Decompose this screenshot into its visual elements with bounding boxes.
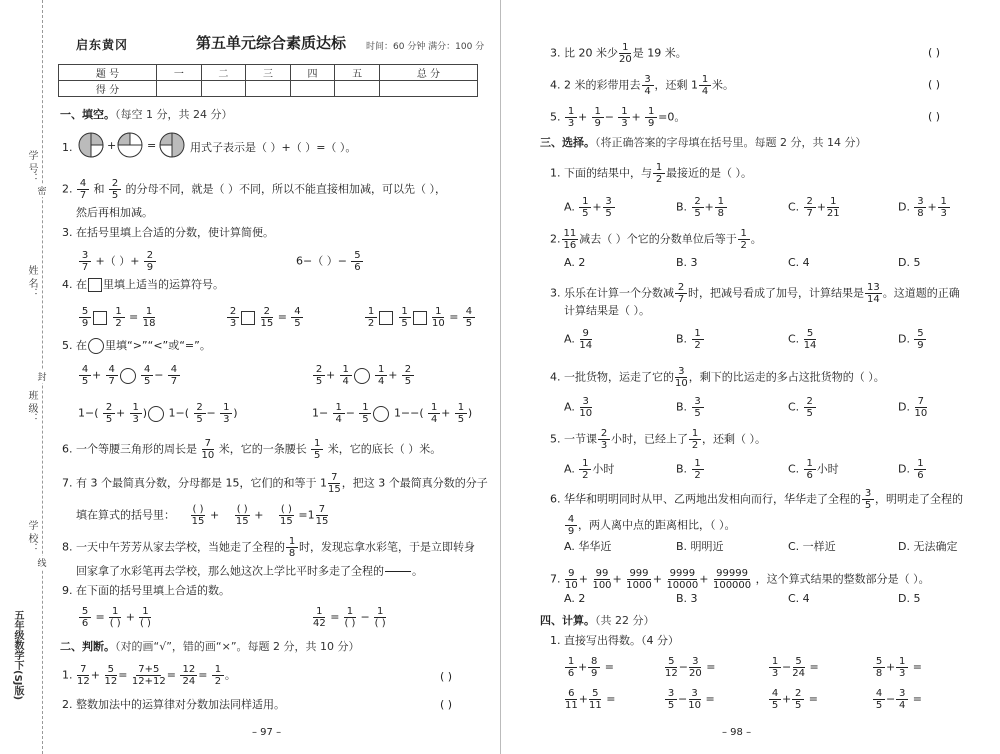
choice-7-D[interactable]: D. 5 [898,592,921,605]
q5-expr-1: $\frac{4}{5}$ + $\frac{4}{7}$ $\frac{4}{5}$ − $\frac{4}{7}$ [78,364,181,387]
fraction-circle-2 [117,132,143,158]
choice-2: 2. $\frac{11}{16}$ 减去（ ）个它的分数单位后等于 $\frac{1}{2}$ 。 [550,228,762,251]
choice-5-D[interactable]: D. $\frac{1}{6}$ [898,458,927,481]
choice-5: 5. 一节课 $\frac{2}{3}$ 小时，已经上了 $\frac{1}{2}$ ，还剩（ ）。 [550,428,766,451]
choice-1-C[interactable]: C. $\frac{2}{7}$ + $\frac{1}{21}$ [788,196,840,219]
compare-circle[interactable] [373,406,389,422]
choice-1-B[interactable]: B. $\frac{2}{5}$ + $\frac{1}{8}$ [676,196,728,219]
fraction-circle-3 [159,132,185,158]
th: 总 分 [379,65,477,81]
choice-5-A[interactable]: A. $\frac{1}{2}$ 小时 [564,458,615,481]
q3-expr-1: $\frac{3}{7}$ +（ ）+ $\frac{2}{9}$ [78,250,157,273]
judge-5: 5. $\frac{1}{3}$ + $\frac{1}{9}$ − $\frac{1}{3}$ + $\frac{1}{9}$ =0。 [550,106,686,129]
page-97: 学 号： 姓 名： 班 级： 学 校： 密 封 线 五年级数学下(SJ版) 启东黄冈 第五单元综合素质达标 时间：60 分钟 满分：100 分 题 号 一 二 三 四 五 总 分 得 分 一、填空。（每空 1 分，共 24 分） 1. + = 用式子表示是（ ）+（ ）=（ ）。 2. $\frac{4}{7}$ 和 $\frac{2}{5}$ 的分母不同，就是（ ）不同，所以不能直接相加减，可以先（ ）， 然后再相加减。 3. 在括号里填上合适的分数，使计算简便。 $\frac{3}{7}$ +（ ）+ $\frac{2}{9}$ 6−（ ）− $\frac{5}{6}$ 4. 在 里填上适当的运算符号。 $\frac{5}{9}$ $\frac{1}{2}$ = $\frac{1}{18}$ $\frac{2}{3}$ $\frac{2}{15}$ = $\frac{4}{5}$ $\frac{1}{2}$ $\frac{1}{5}$ $\frac{1}{10}$ = $\frac{4}{5}$ 5. 在 里填“>”“<”或“=”。 $\frac{4}{5}$ + $\frac{4}{7}$ $\frac{4}{5}$ − $\frac{4}{7}$ $\frac{2}{5}$ + $\frac{1}{4}$ $\frac{1}{4}$ + $\frac{2}{5}$ 1−( $\frac{2}{5}$ + $\frac{1}{3}$ ) 1−( $\frac{2}{5}$ − $\frac{1}{3}$ ) 1− $\frac{1}{4}$ − $\frac{1}{5}$ 1−−( $\frac{1}{4}$ + $\frac{1}{5}$ ) 6. 一个等腰三角形的周长是 $\frac{7}{10}$ 米，它的一条腰长 $\frac{1}{5}$ 米，它的底长（ ）米。 7. 有 3 个最简真分数，分母都是 15，它们的和等于 1 $\frac{7}{15}$ ，把这 3 个最简真分数的分子 填在算式的括号里： ( ) 15 + ( ) 15 + ( ) 15 =1 $\frac{7}{15}$ 8. 一天中午芳芳从家去学校，当她走了全程的 $\frac{1}{8}$ 时，发现忘拿水彩笔，于是立即转身 回家拿了水彩笔再去学校，那么她这次上学比平时多走了全程的 。 9. 在下面的括号里填上合适的数。 $\frac{5}{6}$ = 1 ( ) + 1 ( ) $\frac{1}{42}$ = 1 ( ) − 1 ( ) 二、判断。（对的画“√”，错的画“×”。每题 2 分，共 10 分） 1. $\frac{7}{12}$ + $\frac{5}{12}$ = $\frac{7+5}{12+12}$ = $\frac{12}{24}$ = $\frac{1}{2}$ 。 ( ) 2. 整数加法中的运算律对分数加法同样适用。 ( ) – 97 – [0,0,501,754]
answer-paren[interactable]: ( ) [928,78,941,91]
judge-1: 1. $\frac{7}{12}$ + $\frac{5}{12}$ = $\frac{7+5}{12+12}$ = $\frac{12}{24}$ = $\frac{1}{2}$ 。 [62,664,236,687]
q4-expr-2: $\frac{2}{3}$ $\frac{2}{15}$ = $\frac{4}{5}$ [226,306,304,329]
calc-item[interactable]: $\frac{5}{8}$ + $\frac{1}{3}$ = [872,656,922,679]
th: 四 [290,65,335,81]
section-1-heading: 一、填空。（每空 1 分，共 24 分） [60,108,233,121]
calc-item[interactable]: $\frac{4}{5}$ − $\frac{3}{4}$ = [872,688,922,711]
score-header-row [59,65,478,81]
q8: 8. 一天中午芳芳从家去学校，当她走了全程的 $\frac{1}{8}$ 时，发现忘拿水彩笔，于是立即转身 [62,536,475,559]
choice-7-B[interactable]: B. 3 [676,592,698,605]
choice-6-B[interactable]: B. 明明近 [676,540,724,553]
q9-expr-1: $\frac{5}{6}$ = 1 ( ) + 1 ( ) [78,606,152,629]
q6: 6. 一个等腰三角形的周长是 $\frac{7}{10}$ 米，它的一条腰长 $\frac{1}{5}$ 米，它的底长（ ）米。 [62,438,442,461]
operator-box[interactable] [241,311,255,325]
choice-5-B[interactable]: B. $\frac{1}{2}$ [676,458,705,481]
page-number: – 98 – [722,727,752,738]
choice-7-A[interactable]: A. 2 [564,592,586,605]
q3-expr-2: 6−（ ）− $\frac{5}{6}$ [296,250,364,273]
section-4-heading: 四、计算。（共 22 分） [540,614,655,627]
calc-item[interactable]: $\frac{5}{12}$ − $\frac{3}{20}$ = [665,656,716,679]
judge-4: 4. 2 米的彩带用去 $\frac{3}{4}$ ，还剩 1 $\frac{1}{4}$ 米。 [550,74,734,97]
score-row-label: 得 分 [59,81,157,97]
choice-4-C[interactable]: C. $\frac{2}{5}$ [788,396,817,419]
calc-1-text: 1. 直接写出得数。（4 分） [550,634,679,647]
q5-expr-4: 1− $\frac{1}{4}$ − $\frac{1}{5}$ 1−−( $\frac{1}{4}$ + $\frac{1}{5}$ ) [312,402,473,425]
choice-6-C[interactable]: C. 一样近 [788,540,836,553]
choice-6-line2: $\frac{4}{9}$ ，两人离中点的距离相比，（ ）。 [564,514,736,537]
q8-line2: 回家拿了水彩笔再去学校，那么她这次上学比平时多走了全程的 。 [76,562,423,581]
answer-paren[interactable]: ( ) [440,698,453,711]
choice-2-B[interactable]: B. 3 [676,256,698,269]
operator-box[interactable] [379,311,393,325]
section-3-heading: 三、选择。（将正确答案的字母填在括号里。每题 2 分，共 14 分） [540,136,867,149]
q1-text: 用式子表示是（ ）+（ ）=（ ）。 [190,141,357,154]
operator-box[interactable] [93,311,107,325]
th: 五 [335,65,380,81]
choice-2-D[interactable]: D. 5 [898,256,921,269]
score-cell[interactable] [246,81,291,97]
choice-4-B[interactable]: B. $\frac{3}{5}$ [676,396,705,419]
name-label: 姓 名： [26,265,37,299]
choice-5-C[interactable]: C. $\frac{1}{6}$ 小时 [788,458,839,481]
q2-line2: 然后再相加减。 [76,206,153,219]
q4-expr-1: $\frac{5}{9}$ $\frac{1}{2}$ = $\frac{1}{18}$ [78,306,156,329]
score-cell[interactable] [201,81,246,97]
choice-1-D[interactable]: D. $\frac{3}{8}$ + $\frac{1}{3}$ [898,196,951,219]
q7-line2: 填在算式的括号里： ( ) 15 + ( ) 15 + ( ) 15 =1 $\frac{7}{15}$ [76,504,329,527]
choice-3-line2: 计算结果是（ ）。 [564,304,650,317]
compare-circle[interactable] [354,368,370,384]
choice-4-D[interactable]: D. $\frac{7}{10}$ [898,396,928,419]
seal-mark-xian: 线 [36,556,48,569]
calc-item[interactable]: $\frac{1}{3}$ − $\frac{5}{24}$ = [768,656,819,679]
binding-margin [0,0,47,754]
th: 题 号 [59,65,157,81]
q4-text: 4. 在 里填上适当的运算符号。 [62,278,224,291]
q7: 7. 有 3 个最简真分数，分母都是 15，它们的和等于 1 $\frac{7}{15}$ ，把这 3 个最简真分数的分子 [62,472,488,495]
section-2-heading: 二、判断。（对的画“√”，错的画“×”。每题 2 分，共 10 分） [60,640,360,653]
choice-3-B[interactable]: B. $\frac{1}{2}$ [676,328,705,351]
q2: 2. $\frac{4}{7}$ 和 $\frac{2}{5}$ 的分母不同，就是（ ）不同，所以不能直接相加减，可以先（ ）， [62,178,446,201]
choice-3-C[interactable]: C. $\frac{5}{14}$ [788,328,817,351]
book-name: 五年级数学下(SJ版) [12,610,23,701]
score-cell[interactable] [379,81,477,97]
page-98 [500,0,1000,754]
score-cell[interactable] [157,81,202,97]
choice-3: 3. 乐乐在计算一个分数减 $\frac{2}{7}$ 时，把减号看成了加号，计算结果是 $\frac{13}{14}$ 。这道题的正确 [550,282,960,305]
score-row [59,81,478,97]
class-label: 班 级： [26,390,37,424]
choice-2-A[interactable]: A. 2 [564,256,586,269]
seal-mark-feng: 封 [36,370,48,383]
choice-6-A[interactable]: A. 华华近 [564,540,612,553]
choice-7: 7. $\frac{9}{10}$ + $\frac{99}{100}$ + $\frac{999}{1000}$ + $\frac{9999}{10000}$ + $\frac{99999}{100000}$ ，这个算式结果的整数部分是（ ）。 [550,568,930,591]
judge-3: 3. 比 20 米少 $\frac{1}{20}$ 是 19 米。 [550,42,687,65]
judge-2: 2. 整数加法中的运算律对分数加法同样适用。 [62,698,285,711]
choice-3-A[interactable]: A. $\frac{9}{14}$ [564,328,593,351]
th: 三 [246,65,291,81]
choice-4-A[interactable]: A. $\frac{3}{10}$ [564,396,593,419]
calc-item[interactable]: $\frac{3}{5}$ − $\frac{3}{10}$ = [664,688,715,711]
school-label: 学 校： [26,520,37,554]
choice-4: 4. 一批货物，运走了它的 $\frac{3}{10}$ ，剩下的比运走的多占这批货物的（ ）。 [550,366,885,389]
choice-6-D[interactable]: D. 无法确定 [898,540,958,553]
th: 一 [157,65,202,81]
page-number: – 97 – [252,727,282,738]
q9-expr-2: $\frac{1}{42}$ = 1 ( ) − 1 ( ) [313,606,386,629]
q9-text: 9. 在下面的括号里填上合适的数。 [62,584,230,597]
q4-expr-3: $\frac{1}{2}$ $\frac{1}{5}$ $\frac{1}{10}$ = $\frac{4}{5}$ [364,306,476,329]
brand-logo: 启东黄冈 [76,38,129,52]
q5-text: 5. 在 里填“>”“<”或“=”。 [62,339,211,352]
q1-number: 1. [62,141,73,154]
page-title: 第五单元综合素质达标 [196,34,347,52]
q5-expr-2: $\frac{2}{5}$ + $\frac{1}{4}$ $\frac{1}{4}$ + $\frac{2}{5}$ [312,364,415,387]
th: 二 [201,65,246,81]
choice-3-D[interactable]: D. $\frac{5}{9}$ [898,328,927,351]
q5-expr-3: 1−( $\frac{2}{5}$ + $\frac{1}{3}$ ) 1−( $\frac{2}{5}$ − $\frac{1}{3}$ ) [78,402,238,425]
calc-item[interactable]: $\frac{1}{6}$ + $\frac{8}{9}$ = [564,656,614,679]
seal-mark-mi: 密 [36,184,48,197]
q3-text: 3. 在括号里填上合适的分数，使计算简便。 [62,226,274,239]
compare-circle[interactable] [148,406,164,422]
calc-item[interactable]: $\frac{4}{5}$ + $\frac{2}{5}$ = [768,688,818,711]
fraction-circle-1 [78,132,104,158]
choice-6: 6. 华华和明明同时从甲、乙两地出发相向而行，华华走了全程的 $\frac{3}{5}$ ，明明走了全程的 [550,488,963,511]
answer-paren[interactable]: ( ) [440,670,453,683]
student-id-label: 学 号： [26,150,37,184]
choice-1: 1. 下面的结果中，与 $\frac{1}{2}$ 最接近的是（ ）。 [550,162,752,185]
score-cell[interactable] [335,81,380,97]
fraction: $\frac{2}{5}$ [109,178,121,201]
score-cell[interactable] [290,81,335,97]
exam-meta: 时间：60 分钟 满分：100 分 [366,42,485,52]
choice-1-A[interactable]: A. $\frac{1}{5}$ + $\frac{3}{5}$ [564,196,616,219]
choice-2-C[interactable]: C. 4 [788,256,810,269]
compare-circle[interactable] [120,368,136,384]
score-table [58,64,478,97]
calc-item[interactable]: $\frac{6}{11}$ + $\frac{5}{11}$ = [565,688,616,711]
fraction: $\frac{4}{7}$ [77,178,89,201]
operator-box[interactable] [413,311,427,325]
choice-7-C[interactable]: C. 4 [788,592,810,605]
answer-paren[interactable]: ( ) [928,46,941,59]
answer-paren[interactable]: ( ) [928,110,941,123]
